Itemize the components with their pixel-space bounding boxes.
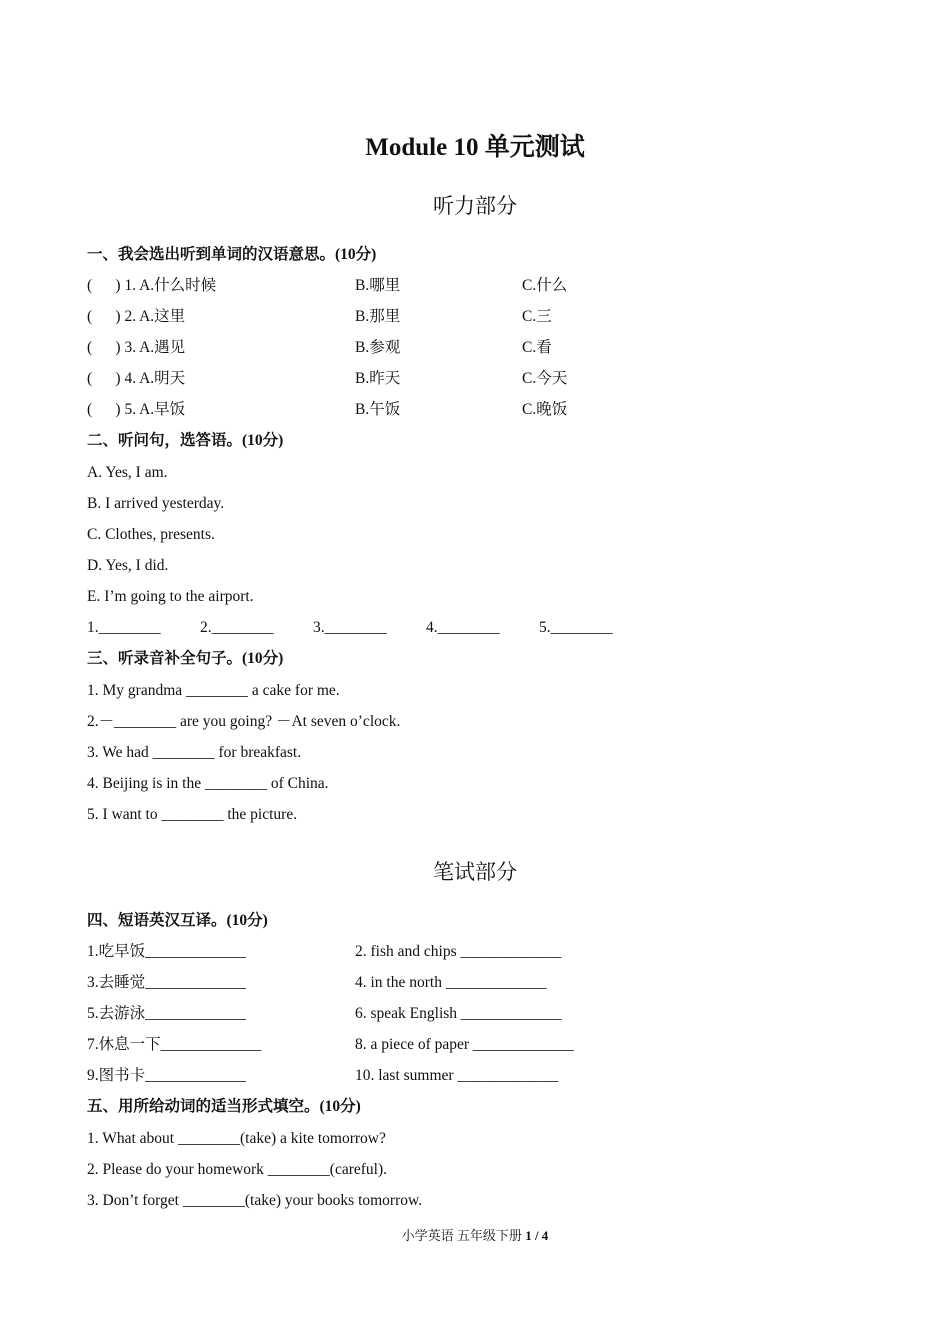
q4-item-8: 8. a piece of paper _____________ [355, 1036, 574, 1053]
q4-item-7: 7.休息一下_____________ [87, 1036, 262, 1053]
q4-item-5: 5.去游泳_____________ [87, 1005, 246, 1022]
page-title: Module 10 单元测试 [365, 134, 585, 161]
q4-item-9: 9.图书卡_____________ [87, 1067, 246, 1084]
q1-row-4-a: ( ) 4. A.明天 [87, 370, 186, 387]
q5-item-1: 1. What about ________(take) a kite tomorrow? [87, 1130, 386, 1147]
q3-item-2: 2.－________ are you going? －At seven o’clock. [87, 713, 401, 730]
writing-section-title: 笔试部分 [433, 860, 517, 884]
q2-option-e: E. I’m going to the airport. [87, 588, 254, 605]
q5-item-3: 3. Don’t forget ________(take) your books tomorrow. [87, 1192, 423, 1209]
q4-item-1: 1.吃早饭_____________ [87, 943, 246, 960]
page-footer [0, 1225, 950, 1244]
q1-row-2-b: B.那里 [355, 308, 401, 325]
q1-row-5-a: ( ) 5. A.早饭 [87, 401, 186, 418]
q1-row-5-c: C.晚饭 [522, 401, 568, 418]
q4-item-4: 4. in the north _____________ [355, 974, 547, 991]
listening-section-title: 听力部分 [433, 194, 517, 218]
q3-item-3: 3. We had ________ for breakfast. [87, 744, 302, 761]
page-number: 1 / 4 [525, 1228, 549, 1243]
q2-option-b: B. I arrived yesterday. [87, 495, 225, 512]
q4-item-6: 6. speak English _____________ [355, 1005, 562, 1022]
q1-row-4-b: B.昨天 [355, 370, 401, 387]
q2-answer-4[interactable]: 4.________ [426, 619, 500, 636]
q1-row-2-c: C.三 [522, 308, 552, 325]
q3-item-1: 1. My grandma ________ a cake for me. [87, 682, 340, 699]
q1-heading: 一、我会选出听到单词的汉语意思。(10分) [87, 246, 377, 263]
q4-item-3: 3.去睡觉_____________ [87, 974, 246, 991]
q2-option-a: A. Yes, I am. [87, 464, 168, 481]
q2-heading: 二、听问句，选答语。(10分) [87, 432, 284, 449]
q4-item-2: 2. fish and chips _____________ [355, 943, 562, 960]
q2-answer-5[interactable]: 5.________ [539, 619, 613, 636]
q2-answer-2[interactable]: 2.________ [200, 619, 274, 636]
footer-label: 小学英语 五年级下册 [401, 1228, 522, 1243]
q1-row-4-c: C.今天 [522, 370, 568, 387]
q2-answer-1[interactable]: 1.________ [87, 619, 161, 636]
q4-heading: 四、短语英汉互译。(10分) [87, 912, 268, 929]
q3-heading: 三、听录音补全句子。(10分) [87, 650, 284, 667]
q1-row-1-c: C.什么 [522, 277, 568, 294]
q3-item-4: 4. Beijing is in the ________ of China. [87, 775, 329, 792]
q1-row-2-a: ( ) 2. A.这里 [87, 308, 186, 325]
q1-row-3-a: ( ) 3. A.遇见 [87, 339, 186, 356]
q2-option-d: D. Yes, I did. [87, 557, 169, 574]
q1-row-5-b: B.午饭 [355, 401, 401, 418]
q1-row-3-b: B.参观 [355, 339, 401, 356]
q3-item-5: 5. I want to ________ the picture. [87, 806, 298, 823]
q1-row-1-a: ( ) 1. A.什么时候 [87, 277, 217, 294]
q4-item-10: 10. last summer _____________ [355, 1067, 559, 1084]
q1-row-1-b: B.哪里 [355, 277, 401, 294]
q5-heading: 五、用所给动词的适当形式填空。(10分) [87, 1098, 361, 1115]
q2-option-c: C. Clothes, presents. [87, 526, 215, 543]
q5-item-2: 2. Please do your homework ________(careful). [87, 1161, 388, 1178]
q1-row-3-c: C.看 [522, 339, 552, 356]
q2-answer-3[interactable]: 3.________ [313, 619, 387, 636]
